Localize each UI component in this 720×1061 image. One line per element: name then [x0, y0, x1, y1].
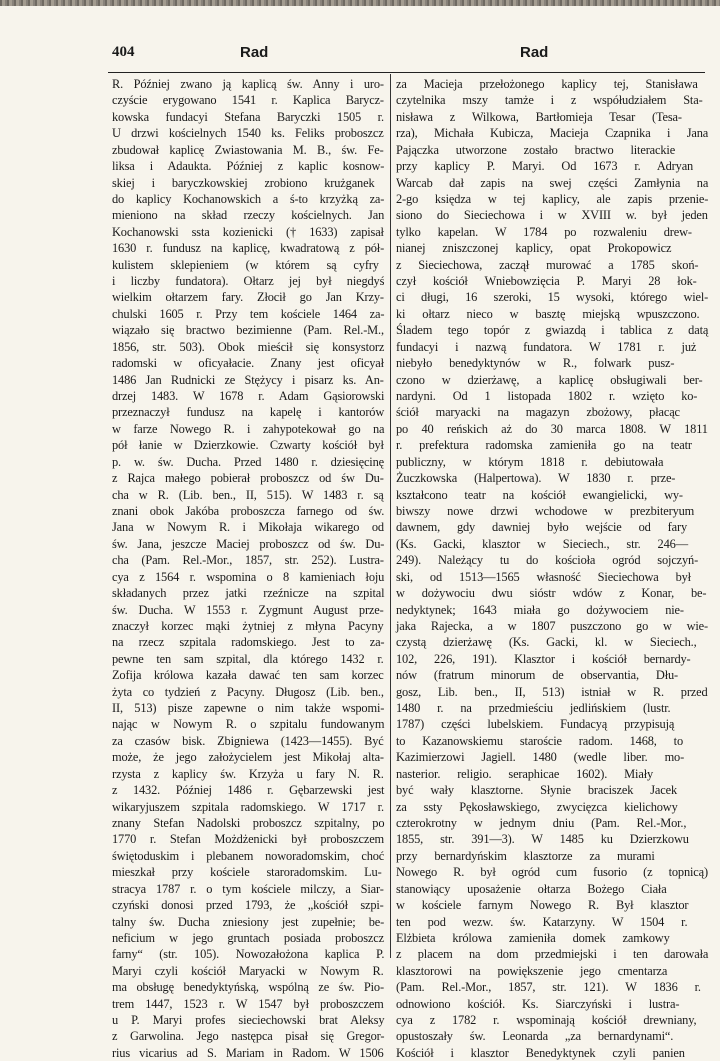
text-line: czyński donosi przed 1793, że „kościół szpi-	[112, 898, 384, 913]
text-line: drzej 1483. W 1678 r. Adam Gąsiorowski	[112, 389, 385, 404]
text-line: talny św. Ducha zniesiony jest zupełnie; be-	[112, 914, 385, 929]
text-line: Kazimierzowi Jagiell. 1480 (wedle liber. mo-	[396, 750, 685, 765]
text-line: opustoszały św. Leonarda „za bernardynami“.	[396, 1029, 674, 1044]
text-line: i liczby fundatora). Ołtarz jej był niegdyś	[112, 274, 385, 289]
text-line: pół łanie w Dzierzkowie. Czwarty kościół był	[112, 438, 384, 453]
text-line: w dożywociu dwu sióstr wdów z Konar, be-	[396, 586, 707, 601]
text-line: z Rajca małego pobierał proboszcz od św Du-	[112, 471, 384, 486]
text-line: 1770 r. Stefan Możdżenicki był proboszczem	[112, 832, 385, 847]
text-line: przy bernardyńskim klasztorze za murami	[396, 848, 655, 863]
text-line: Nowego R. był ogród cum fusorio (z topnicą)	[396, 865, 708, 880]
text-line: dawnem, gdy dawniej było wejście od fary	[396, 520, 687, 535]
text-line: farny“ (str. 105). Nowozałożona kaplica P.	[112, 947, 385, 962]
page-top-edge	[0, 0, 720, 6]
text-line: u P. Maryi profes sieciechowski brat Aleksy	[112, 1013, 385, 1028]
text-line: kulistem sklepieniem (w którem są cyfry	[112, 257, 379, 272]
text-line: 102, 226, 191). Klasztor i kościół bernardy-	[396, 651, 691, 666]
text-line: nianej zniszczonej kaplicy, opat Prokopowicz	[396, 241, 672, 256]
text-line: rius vicarius ad S. Mariam in Radom. W 1506	[112, 1045, 384, 1060]
text-column-left	[112, 76, 385, 1060]
text-line: z placem na dom przedmiejski i ten darowała	[396, 947, 709, 962]
running-head-left: Rad	[240, 44, 269, 61]
text-column-right	[396, 76, 709, 1060]
text-line: znany Stefan Nadolski proboszcz szpitalny, po	[112, 815, 385, 830]
column-divider	[390, 74, 391, 958]
header-rule	[108, 72, 705, 73]
text-line: rza), Michała Kubicza, Macieja Czapnika i Jana	[396, 126, 709, 141]
text-line: czterokrotny w jednym dniu (Pam. Rel.-Mor.,	[396, 815, 687, 830]
text-line: 249). Należący tu do kościoła ogród sojczyń-	[396, 553, 699, 568]
text-line: Elżbieta królowa zamieniła domek zamkowy	[396, 930, 670, 945]
text-line: Pajączka utworzone zostało bractwo literackie	[396, 142, 676, 157]
text-line: skiej i baryczkowskiej zrobiono krużganek	[112, 175, 375, 190]
text-line: mieszkał przy kościele staroradomskim. Lu-	[112, 865, 382, 880]
text-line: może, że jego założycielem jest Mikołaj alta-	[112, 750, 384, 765]
text-line: nardyni. Od 1 listopada 1802 r. wzięto ko-	[396, 389, 698, 404]
text-line: Jana w Nowym R. i Mikołaja wikarego od	[112, 520, 384, 535]
text-line: ki ołtarz nieco w basztę miejską wpuszczono.	[396, 306, 700, 321]
text-line: gosz, Lib. ben., II, 513) istniał w R. przed	[396, 684, 708, 699]
text-line: cya z 1782 r. wspominają kościół drewniany,	[396, 1013, 697, 1028]
text-line: Kościół i klasztor Benedyktynek czyli panien	[396, 1045, 685, 1060]
text-line: wiązało się bractwo bezimienne (Pam. Rel.-M.,	[112, 323, 384, 338]
text-line: to Kazanowskiemu staroście radom. 1468, to	[396, 733, 684, 748]
text-line: trem 1447, 1523 r. W 1547 był proboszczem	[112, 996, 384, 1011]
text-line: nedyktynek; 1643 miała go dożywociem nie-	[396, 602, 684, 617]
text-line: Maryi czyli kościół Maryacki w Nowym R.	[112, 963, 384, 978]
text-line: mieniono na skład rzeczy kościelnych. Jan	[112, 208, 385, 223]
text-line: z 1432. Później 1486 r. Gębarzewski jest	[112, 783, 385, 798]
text-line: klasztorowi na powiększenie jego cmentarza	[396, 963, 668, 978]
text-line: w farze Nowego R. i zahypotekował go na	[112, 421, 385, 436]
text-line: ski, od 1513—1565 własność Sieciechowa był	[396, 569, 691, 584]
text-line: ten pod wezw. św. Katarzyny. W 1504 r.	[396, 914, 688, 929]
text-line: liksa i Adaukta. Później z kaplic kosnow-	[112, 159, 385, 174]
text-line: Śladem tego topór z gwiazdą i tablica z datą	[396, 323, 709, 338]
text-line: 1856, str. 503). Obok mieścił się konsystorz	[112, 339, 385, 354]
text-line: 1855, str. 391—3). W 1485 ku Dzierzkowu	[396, 832, 689, 847]
text-line: 2-go księdza w tej kaplicy, ale zapis przenie-	[396, 191, 709, 206]
text-line: żyta co tydzień z Pacyny. Długosz (Lib. ben.,	[112, 684, 384, 699]
text-line: stracya 1787 r. o tym kościele milczy, a Siar-	[112, 881, 384, 896]
running-head-right: Rad	[520, 44, 549, 61]
text-line: 1630 r. fundusz na kaplicę, kwadratową z pół-	[112, 241, 385, 256]
text-line: Żuczkowska (Halpertowa). W 1830 r. prze-	[396, 471, 676, 486]
text-line: cha (Pam. Rel.-Mor., 1857, str. 252). Lustra-	[112, 553, 384, 568]
text-line: (Ks. Gacki, klasztor w Sieciech., str. 246—	[396, 536, 688, 551]
text-line: radomski w oficyałacie. Znany jest oficyał	[112, 356, 384, 371]
text-line: być wały klasztorne. Słynie braciszek Jacek	[396, 783, 677, 798]
text-line: biwszy nowe drzwi wchodowe w prezbiteryum	[396, 503, 695, 518]
text-line: R. Później zwano ją kaplicą św. Anny i uro-	[112, 77, 384, 91]
text-line: jaka Rajecka, a w 1807 puszczono go w wie-	[396, 618, 708, 633]
text-line: II, 513) pisze zapewne o nim także wspomi-	[112, 701, 385, 716]
text-line: Kochanowski ssta kozienicki († 1633) zapisał	[112, 224, 384, 239]
text-line: nisława z Wilkowa, Bartłomieja Tesar (Tesa-	[396, 109, 682, 124]
text-line: tylko kapelan. W 1784 po rozwaleniu drew-	[396, 224, 692, 239]
text-line: św. Ducha. W 1553 r. Zygmunt August prze-	[112, 602, 384, 617]
text-line: Zofija królowa kazała dawać ten sam korzec	[112, 668, 384, 683]
text-line: znaczył korzec mąki żytniej z młyna Pacyny	[112, 618, 384, 633]
text-line: za czasów bisk. Zbigniewa (1423—1455). Być	[112, 733, 384, 748]
text-line: z Garwolina. Jego następca pisał się Gregor-	[112, 1029, 385, 1044]
text-line: U drzwi kościelnych 1540 ks. Feliks proboszcz	[112, 126, 384, 141]
text-line: nasterior. religio. seraphicae 1602). Miały	[396, 766, 654, 781]
text-line: czytelnika mszy tamże i z współudziałem Sta-	[396, 93, 703, 108]
page-number: 404	[112, 44, 135, 60]
text-line: odnowiono kościół. Ks. Siarczyński i lustra-	[396, 996, 680, 1011]
text-line: (Pam. Rel.-Mor., 1857, str. 121). W 1836 r.	[396, 980, 701, 995]
text-line: do kaplicy Kochanowskich a ś-to krzyżką za-	[112, 191, 385, 206]
text-line: czył kościół Wniebowzięcia P. Maryi 28 łok-	[396, 274, 697, 289]
text-line: pewne ten sam szpital, dla którego 1432 r.	[112, 651, 384, 666]
text-line: zbudował kaplicę Zwiastowania M. B., św. Fe-	[112, 142, 384, 157]
text-line: czyście erygowano 1541 r. Kaplica Barycz-	[112, 93, 384, 108]
text-line: czystą dzierżawę (Ks. Gacki, kl. w Sieciech.,	[396, 635, 697, 650]
text-line: znani obok Jakóba proboszcza farnego od św.	[112, 503, 385, 518]
text-line: p. w. św. Ducha. Przed 1480 r. dziesięcinę	[112, 454, 384, 469]
text-line: czono w dzierżawę, a kaplicę obsługiwali ber-	[396, 372, 703, 387]
text-line: siono do Sieciechowa i w XVIII w. był jeden	[396, 208, 708, 223]
text-line: składanych przez jatki rzeźnicze na szpital	[112, 586, 385, 601]
text-line: kowska fundacyi Stefana Baryczki 1505 r.	[112, 109, 384, 124]
text-line: wikaryjuszem szpitala radomskiego. W 1717 r.	[112, 799, 384, 814]
text-line: w kościele farnym Nowego R. Był klasztor	[396, 898, 689, 913]
text-line: niebyło benedyktynów w R., folwark pusz-	[396, 356, 675, 371]
text-line: z Sieciechowa, zaczął murować a 1785 skoń-	[396, 257, 699, 272]
text-line: ma obsługę benedyktyńską, wspólną ze św. Pio-	[112, 980, 384, 995]
text-line: ci długi, 16 szeroki, 15 wysoki, którego wiel-	[396, 290, 709, 305]
text-line: 1486 Jan Rudnicki ze Stężycy i pisarz ks. An-	[112, 372, 384, 387]
text-line: świętoduskim i plebanem noworadomskim, choć	[112, 848, 385, 863]
text-line: przy kaplicy P. Maryi. Od 1673 r. Adryan	[396, 159, 694, 174]
text-line: neficium w jego gruntach posiada proboszcz	[112, 930, 384, 945]
text-line: kształcono teatr na kościół ewangielicki, wy-	[396, 487, 683, 502]
text-line: po 40 reńskich aż do 30 marca 1808. W 1811	[396, 421, 708, 436]
text-line: fundacyi i nazwą fundatora. W 1781 r. już	[396, 339, 697, 354]
text-line: Warcab dał zapis na swej części Zamłynia na	[396, 175, 709, 190]
text-line: r. prefektura radomska zamieniła go na teatr	[396, 438, 692, 453]
text-line: 1480 r. na przedmieściu jedlińskiem (lustr.	[396, 701, 671, 716]
text-line: ściół maryacki na magazyn zbożowy, płacąc	[396, 405, 680, 420]
text-line: publiczny, w którym 1818 r. debiutowała	[396, 454, 664, 469]
text-line: nów (fratrum minorum de observantia, Dłu-	[396, 668, 679, 683]
text-line: chulski 1605 r. Przy tem kościele 1464 za-	[112, 306, 385, 321]
text-line: 1787) części lubelskiem. Fundacyą przypisują	[396, 717, 675, 732]
text-line: za Macieja przełożonego kaplicy tej, Stanisława	[396, 77, 698, 91]
text-line: na rzecz szpitala radomskiego. Jest to za-	[112, 635, 385, 650]
text-line: nając w Nowym R. o szpitalu fundowanym	[112, 717, 385, 732]
text-line: za ssty Pękosławskiego, zwycięzca kielichowy	[396, 799, 678, 814]
text-line: przeznaczył fundusz na kapelę i kantorów	[112, 405, 385, 420]
text-line: cha w R. (Lib. ben., II, 515). W 1483 r. są	[112, 487, 384, 502]
text-line: cya z 1564 r. wspomina o 8 kamieniach łoju	[112, 569, 385, 584]
text-line: rzysta z kaplicy św. Krzyża u fary N. R.	[112, 766, 384, 781]
text-line: św. Jana, jeszcze Maciej proboszcz od św. Du-	[112, 536, 385, 551]
text-line: stanowiący uposażenie ołtarza Bożego Ciała	[396, 881, 667, 896]
text-line: wielkim ołtarzem fary. Złocił go Jan Krzy-	[112, 290, 384, 305]
